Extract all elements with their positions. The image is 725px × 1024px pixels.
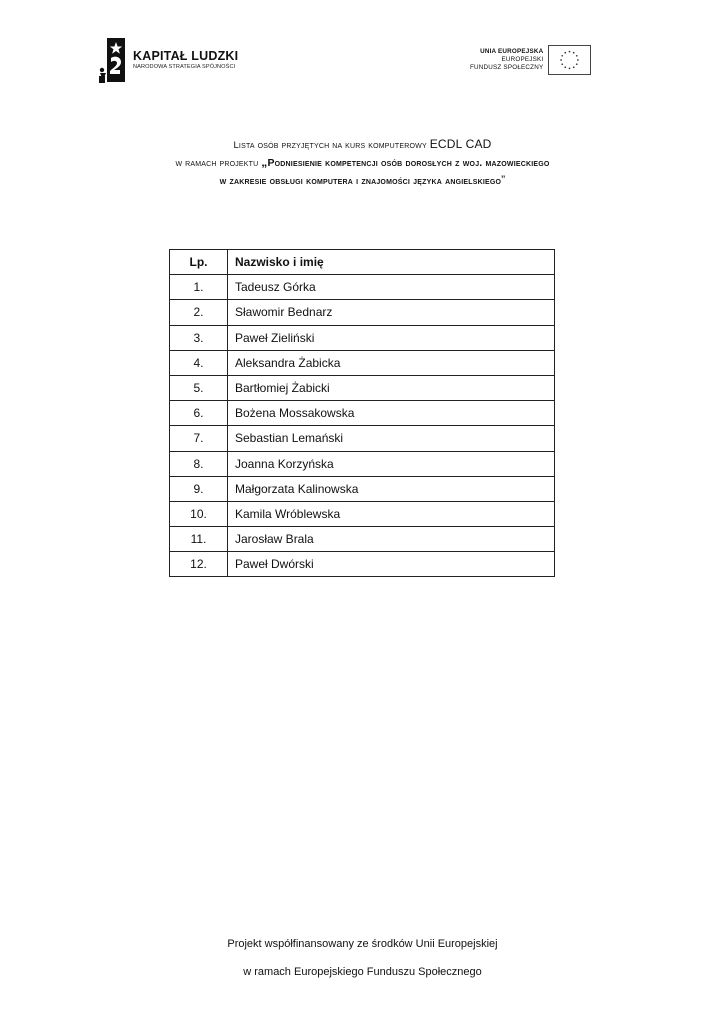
- row-name: Paweł Zieliński: [228, 325, 555, 350]
- eu-star-icon: [576, 63, 578, 65]
- heading-line2: [0, 154, 725, 172]
- eu-logo-line2: EUROPEJSKI: [501, 55, 544, 63]
- kapital-ludzki-title: KAPITAŁ LUDZKI: [133, 49, 239, 63]
- table-row: [170, 451, 555, 476]
- eu-star-icon: [561, 59, 563, 61]
- row-lp: 1.: [170, 275, 228, 300]
- heading-line1: [0, 136, 725, 154]
- kapital-ludzki-subtitle: NARODOWA STRATEGIA SPÓJNOŚCI: [133, 64, 236, 70]
- row-name: Joanna Korzyńska: [228, 451, 555, 476]
- heading-course-code: ECDL CAD: [429, 137, 492, 151]
- row-lp: 8.: [170, 451, 228, 476]
- row-name: Sebastian Lemański: [228, 426, 555, 451]
- row-name: Jarosław Brala: [228, 527, 555, 552]
- eu-star-icon: [569, 50, 571, 52]
- row-lp: 12.: [170, 552, 228, 577]
- row-name: Bartłomiej Żabicki: [228, 375, 555, 400]
- row-lp: 10.: [170, 501, 228, 526]
- eu-star-icon: [573, 66, 575, 68]
- row-name: Paweł Dwórski: [228, 552, 555, 577]
- row-lp: 5.: [170, 375, 228, 400]
- eu-star-icon: [573, 51, 575, 53]
- table-row: [170, 501, 555, 526]
- row-name: Tadeusz Górka: [228, 275, 555, 300]
- row-name: Małgorzata Kalinowska: [228, 476, 555, 501]
- table-header-row: [170, 250, 555, 275]
- row-name: Bożena Mossakowska: [228, 401, 555, 426]
- heading-open-quote: „: [261, 155, 268, 169]
- heading-project-prefix: w ramach projektu: [175, 158, 259, 169]
- table-row: [170, 527, 555, 552]
- table-row: [170, 426, 555, 451]
- table-row: [170, 325, 555, 350]
- row-lp: 6.: [170, 401, 228, 426]
- table-row: [170, 350, 555, 375]
- table-row: [170, 375, 555, 400]
- eu-logo: [470, 44, 591, 75]
- heading-project-title-part1: Podniesienie kompetencji osób dorosłych z woj. mazowieckiego: [267, 157, 550, 169]
- eu-star-icon: [562, 54, 564, 56]
- row-lp: 2.: [170, 300, 228, 325]
- heading-project-title-part2: w zakresie obsługi komputera i znajomości języka angielskiego: [219, 175, 502, 187]
- eu-logo-line3: FUNDUSZ SPOŁECZNY: [470, 63, 544, 71]
- table-row: [170, 476, 555, 501]
- participants-table: [169, 249, 555, 577]
- row-lp: 3.: [170, 325, 228, 350]
- row-name: Aleksandra Żabicka: [228, 350, 555, 375]
- table-row: [170, 552, 555, 577]
- eu-star-icon: [577, 59, 579, 61]
- row-lp: 11.: [170, 527, 228, 552]
- eu-star-icon: [562, 63, 564, 65]
- eu-logo-line1: UNIA EUROPEJSKA: [480, 47, 544, 55]
- table-row: [170, 275, 555, 300]
- table-row: [170, 401, 555, 426]
- row-lp: 9.: [170, 476, 228, 501]
- kapital-ludzki-star-person-icon: [97, 36, 127, 84]
- eu-star-icon: [565, 66, 567, 68]
- table-row: [170, 300, 555, 325]
- heading-line3: [0, 172, 725, 190]
- row-name: Sławomir Bednarz: [228, 300, 555, 325]
- footer-line1: Projekt współfinansowany ze środków Unii Europejskiej: [227, 938, 498, 950]
- heading-list-title: Lista osób przyjętych na kurs komputerowy: [233, 140, 427, 151]
- row-lp: 4.: [170, 350, 228, 375]
- eu-star-icon: [576, 54, 578, 56]
- header-name: Nazwisko i imię: [228, 250, 555, 275]
- eu-star-icon: [569, 67, 571, 69]
- header-lp: Lp.: [170, 250, 228, 275]
- row-lp: 7.: [170, 426, 228, 451]
- footer-line2: w ramach Europejskiego Funduszu Społecznego: [243, 966, 482, 978]
- document-heading: [0, 136, 725, 190]
- kapital-ludzki-logo: [97, 35, 238, 85]
- eu-flag-icon: [548, 45, 591, 75]
- heading-close-quote: ”: [501, 173, 506, 187]
- eu-star-icon: [565, 51, 567, 53]
- row-name: Kamila Wróblewska: [228, 501, 555, 526]
